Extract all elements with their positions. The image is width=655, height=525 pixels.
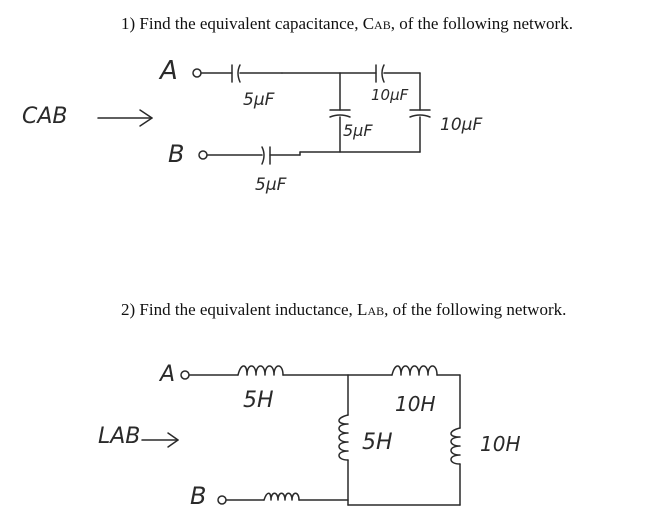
cap-node-a-label: A [160,56,178,86]
question-2-number: 2) [121,300,136,319]
ind-node-a-label: A [160,362,176,387]
inductor-coil [392,366,437,375]
ind-l2-label: 10H [395,392,436,416]
capacitor-network [98,65,430,164]
cap-c5-label: 5μF [255,175,287,195]
ind-node-b-label: B [190,482,207,510]
question-2-text-end: , of the following network. [384,300,567,319]
ind-l3-label: 5H [362,430,393,455]
node-a-terminal [193,69,201,77]
question-2-text: Find the equivalent inductance, L [139,300,368,319]
inductor-coil [451,428,460,464]
cap-node-b-label: B [168,140,185,168]
lab-label: LAB [98,424,141,449]
cap-c1-label: 5μF [243,90,275,110]
question-2-subscript: AB [367,304,385,318]
node-b-terminal [218,496,226,504]
node-b-terminal [199,151,207,159]
cap-c3-label: 5μF [343,121,373,140]
cab-label: CAB [22,104,68,129]
inductor-coil [339,415,348,460]
node-a-terminal [181,371,189,379]
ind-l4-label: 10H [480,432,521,456]
ind-l1-label: 5H [243,388,274,413]
question-1-text: Find the equivalent capacitance, C [139,14,375,33]
cap-c2-label: 10μF [371,86,409,104]
question-1-number: 1) [121,14,136,33]
question-1-subscript: AB [374,18,391,32]
cap-c4-label: 10μF [440,115,483,135]
inductor-coil [238,366,283,375]
inductor-coil [264,493,299,500]
question-1-text-end: , of the following network. [390,14,573,33]
